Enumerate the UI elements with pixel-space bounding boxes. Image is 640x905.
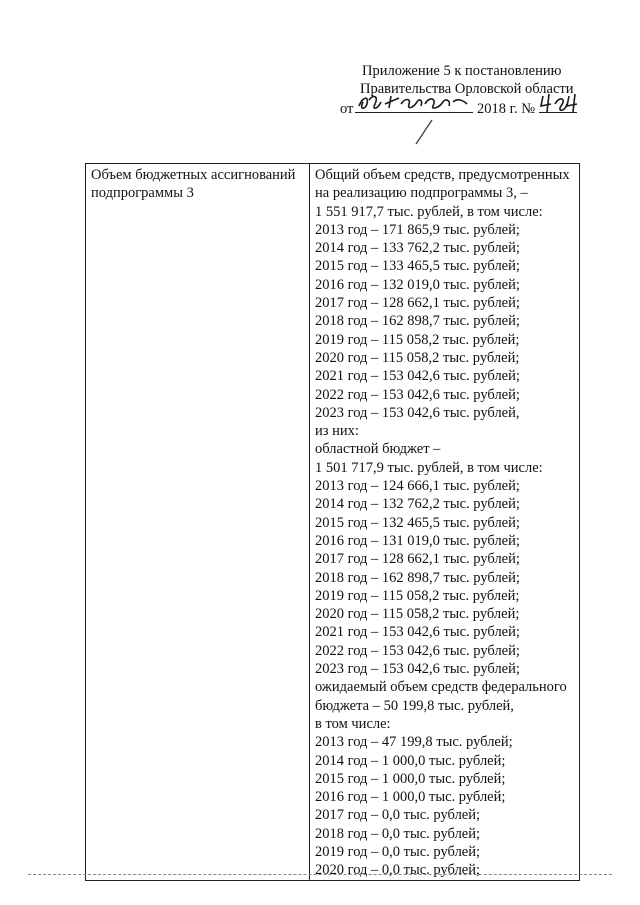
table-text-line: 1 501 717,9 тыс. рублей, в том числе: [315, 459, 543, 476]
table-text-line: 2018 год – 162 898,7 тыс. рублей; [315, 569, 520, 586]
table-text-line: 2023 год – 153 042,6 тыс. рублей, [315, 404, 520, 421]
date-year-label: 2018 г. № [477, 101, 536, 117]
table-text-line: областной бюджет – [315, 441, 441, 458]
table-text-line: 2021 год – 153 042,6 тыс. рублей; [315, 368, 520, 385]
table-cell-label: Объем бюджетных ассигнований подпрограммы 3 [86, 164, 310, 881]
table-row [86, 164, 580, 881]
table-text-line: 2013 год – 124 666,1 тыс. рублей; [315, 478, 520, 495]
table-text-line: 2014 год – 133 762,2 тыс. рублей; [315, 240, 520, 257]
budget-table [85, 163, 580, 881]
table-text-line: 2018 год – 0,0 тыс. рублей; [315, 825, 481, 842]
table-text-line: 2019 год – 115 058,2 тыс. рублей; [315, 587, 520, 604]
table-cell-content [310, 164, 580, 881]
table-text-line: из них: [315, 423, 359, 440]
handwritten-date-signature-icon [355, 92, 473, 114]
table-text-line: 2023 год – 153 042,6 тыс. рублей; [315, 661, 520, 678]
table-text-line: 2016 год – 1 000,0 тыс. рублей; [315, 789, 506, 806]
table-text-line: 2015 год – 132 465,5 тыс. рублей; [315, 514, 520, 531]
table-text-line: 2020 год – 0,0 тыс. рублей; [315, 862, 481, 879]
table-text-line: 2014 год – 132 762,2 тыс. рублей; [315, 496, 520, 513]
table-text-line: 2019 год – 115 058,2 тыс. рублей; [315, 331, 520, 348]
handwritten-date [355, 98, 473, 113]
page-bottom-divider [28, 874, 612, 875]
table-text-line: 2021 год – 153 042,6 тыс. рублей; [315, 624, 520, 641]
table-text-line: 2020 год – 115 058,2 тыс. рублей; [315, 349, 520, 366]
table-text-line: в том числе: [315, 715, 391, 732]
table-text-line: 2014 год – 1 000,0 тыс. рублей; [315, 752, 506, 769]
table-text-line: 2013 год – 47 199,8 тыс. рублей; [315, 734, 513, 751]
table-text-line: 2020 год – 115 058,2 тыс. рублей; [315, 606, 520, 623]
appendix-header [340, 62, 580, 118]
table-text-line: 2015 год – 1 000,0 тыс. рублей; [315, 770, 506, 787]
header-line-2: Правительства Орловской области [360, 81, 574, 97]
table-text-line: 2018 год – 162 898,7 тыс. рублей; [315, 313, 520, 330]
table-text-line: 2016 год – 132 019,0 тыс. рублей; [315, 276, 520, 293]
handwritten-number-signature-icon [539, 92, 583, 116]
header-line-1: Приложение 5 к постановлению [362, 63, 562, 79]
table-text-line: бюджета – 50 199,8 тыс. рублей, [315, 697, 514, 714]
date-prefix: от [340, 101, 354, 117]
table-text-line: на реализацию подпрограммы 3, – [315, 185, 528, 202]
table-text-line: 1 551 917,7 тыс. рублей, в том числе: [315, 203, 543, 220]
table-text-line: 2017 год – 128 662,1 тыс. рублей; [315, 551, 520, 568]
handwritten-number [539, 98, 577, 113]
table-text-line: 2017 год – 128 662,1 тыс. рублей; [315, 295, 520, 312]
table-text-line: 2013 год – 171 865,9 тыс. рублей; [315, 221, 520, 238]
table-text-line: ожидаемый объем средств федерального [315, 679, 567, 696]
table-text-line: Общий объем средств, предусмотренных [315, 167, 570, 183]
handwritten-slash-mark [410, 118, 440, 148]
table-text-line: 2017 год – 0,0 тыс. рублей; [315, 807, 481, 824]
table-text-line: 2015 год – 133 465,5 тыс. рублей; [315, 258, 520, 275]
table-text-line: 2022 год – 153 042,6 тыс. рублей; [315, 386, 520, 403]
table-text-line: 2019 год – 0,0 тыс. рублей; [315, 843, 481, 860]
header-date-line [340, 98, 580, 118]
table-text-line: 2022 год – 153 042,6 тыс. рублей; [315, 642, 520, 659]
table-text-line: 2016 год – 131 019,0 тыс. рублей; [315, 532, 520, 549]
